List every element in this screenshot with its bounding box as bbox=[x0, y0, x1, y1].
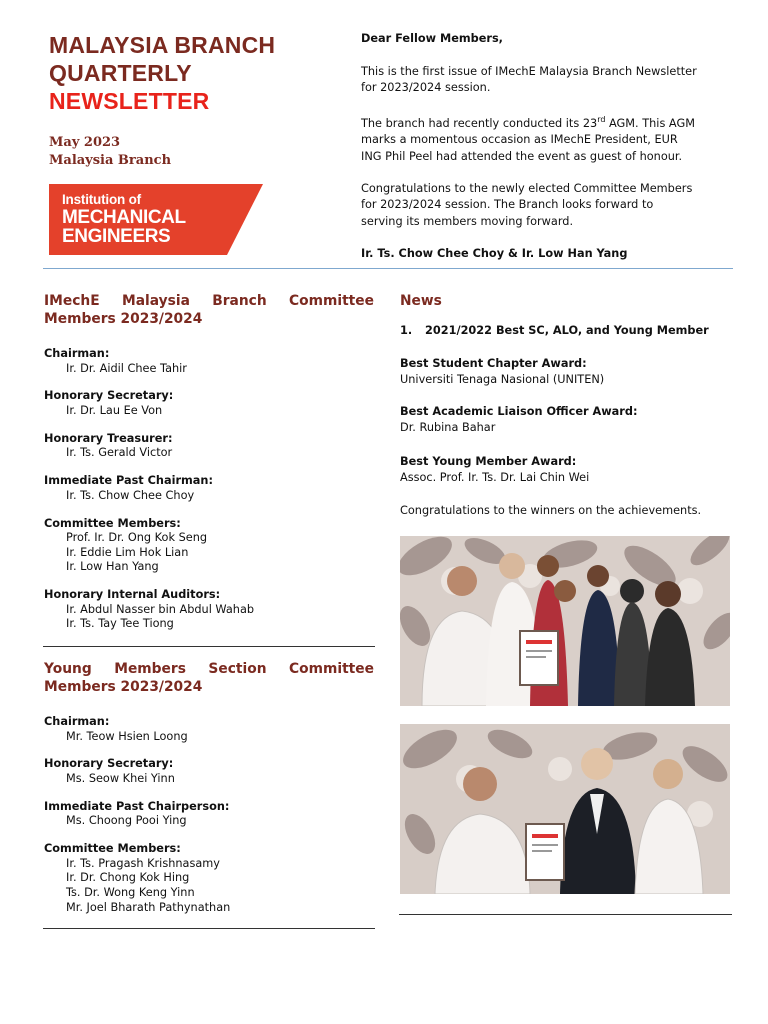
role-title: Immediate Past Chairman: bbox=[44, 474, 213, 488]
role-title: Honorary Internal Auditors: bbox=[44, 588, 221, 602]
committee-role bbox=[44, 715, 374, 744]
award-winner: Universiti Tenaga Nasional (UNITEN) bbox=[400, 373, 605, 387]
intro-para-2: The branch had recently conducted its 23rd AGM. This AGM marks a momentous occasion as IMechE President, EUR ING Phil Peel had attended the event as guest of honour. bbox=[361, 115, 695, 163]
role-title: Honorary Treasurer: bbox=[44, 431, 173, 445]
award-young-member bbox=[400, 454, 589, 487]
ym-committee-section bbox=[44, 661, 374, 928]
committee-role bbox=[44, 757, 374, 786]
award-title: Best Young Member Award: bbox=[400, 455, 577, 468]
ym-committee-list bbox=[44, 715, 374, 915]
committee-role bbox=[44, 474, 374, 503]
congrats-text: Congratulations to the winners on the achievements. bbox=[400, 504, 702, 517]
committee-role bbox=[44, 800, 374, 829]
member-name: Ir. Ts. Pragash Krishnasamy bbox=[66, 856, 220, 870]
issue-branch: Malaysia Branch bbox=[49, 153, 172, 168]
committee-role bbox=[44, 389, 374, 418]
award-winner: Assoc. Prof. Ir. Ts. Dr. Lai Chin Wei bbox=[400, 471, 590, 485]
award-student-chapter bbox=[400, 356, 604, 389]
bottom-divider-right bbox=[399, 914, 732, 915]
news-heading: News bbox=[400, 293, 442, 309]
header-divider bbox=[43, 268, 733, 269]
ym-committee-heading: Young Members Section Committee Members 2023/2024 bbox=[44, 661, 374, 695]
intro-para-3: Congratulations to the newly elected Committee Members for 2023/2024 session. The Branch looks forward to serving its members moving forward. bbox=[361, 182, 693, 228]
role-title: Chairman: bbox=[44, 715, 110, 728]
role-title: Committee Members: bbox=[44, 516, 181, 530]
award-winner: Dr. Rubina Bahar bbox=[400, 421, 496, 435]
member-name: Ms. Seow Khei Yinn bbox=[66, 771, 175, 785]
member-name: Ir. Dr. Lau Ee Von bbox=[66, 403, 163, 417]
newsletter-title bbox=[49, 31, 275, 115]
committee-role bbox=[44, 842, 374, 915]
member-name: Mr. Teow Hsien Loong bbox=[66, 729, 188, 743]
member-name: Mr. Joel Bharath Pathynathan bbox=[66, 900, 231, 914]
member-name: Ir. Ts. Tay Tee Tiong bbox=[66, 617, 174, 631]
member-name: Ir. Ts. Gerald Victor bbox=[66, 446, 173, 460]
member-name: Ts. Dr. Wong Keng Yinn bbox=[66, 885, 195, 899]
branch-committee-heading: IMechE Malaysia Branch Committee Members 2023/2024 bbox=[44, 293, 374, 327]
issue-date: May 2023 bbox=[49, 135, 121, 150]
member-name: Ms. Choong Pooi Ying bbox=[66, 814, 187, 828]
title-line-3: NEWSLETTER bbox=[49, 88, 210, 114]
role-title: Honorary Secretary: bbox=[44, 757, 174, 771]
member-name: Prof. Ir. Dr. Ong Kok Seng bbox=[66, 531, 208, 545]
news-item-1 bbox=[400, 324, 709, 337]
title-line-2: QUARTERLY bbox=[49, 60, 192, 86]
title-line-1: MALAYSIA BRANCH bbox=[49, 32, 276, 58]
greeting: Dear Fellow Members, bbox=[361, 32, 503, 45]
award-photo-1 bbox=[400, 536, 730, 706]
role-title: Committee Members: bbox=[44, 842, 181, 856]
section-divider bbox=[43, 646, 375, 647]
award-photo-2 bbox=[400, 724, 730, 894]
logo-line-3: ENGINEERS bbox=[62, 225, 171, 247]
role-title: Immediate Past Chairperson: bbox=[44, 799, 230, 813]
news-item-title: 2021/2022 Best SC, ALO, and Young Member bbox=[425, 324, 709, 337]
role-title: Honorary Secretary: bbox=[44, 389, 174, 403]
intro-letter bbox=[361, 31, 697, 279]
committee-role bbox=[44, 588, 374, 632]
member-name: Ir. Dr. Aidil Chee Tahir bbox=[66, 361, 187, 375]
member-name: Ir. Ts. Chow Chee Choy bbox=[66, 488, 195, 502]
member-name: Ir. Eddie Lim Hok Lian bbox=[66, 545, 189, 559]
signature: Ir. Ts. Chow Chee Choy & Ir. Low Han Yang bbox=[361, 247, 628, 261]
branch-committee-section bbox=[44, 293, 374, 645]
award-title: Best Academic Liaison Officer Award: bbox=[400, 405, 638, 418]
role-title: Chairman: bbox=[44, 347, 110, 360]
news-item-number: 1. bbox=[400, 324, 413, 337]
member-name: Ir. Low Han Yang bbox=[66, 560, 159, 574]
committee-role bbox=[44, 517, 374, 575]
logo-line-1: Institution of bbox=[62, 192, 141, 207]
branch-committee-list bbox=[44, 347, 374, 632]
imeche-logo bbox=[49, 184, 263, 255]
committee-role bbox=[44, 432, 374, 461]
member-name: Ir. Abdul Nasser bin Abdul Wahab bbox=[66, 602, 255, 616]
bottom-divider-left bbox=[43, 928, 375, 929]
award-title: Best Student Chapter Award: bbox=[400, 357, 587, 370]
member-name: Ir. Dr. Chong Kok Hing bbox=[66, 871, 190, 885]
intro-para-1: This is the first issue of IMechE Malaysia Branch Newsletter for 2023/2024 session. bbox=[361, 64, 697, 94]
logo-line-2: MECHANICAL bbox=[62, 206, 186, 228]
committee-role bbox=[44, 347, 374, 376]
award-alo bbox=[400, 404, 637, 437]
issue-date-block bbox=[49, 134, 171, 170]
